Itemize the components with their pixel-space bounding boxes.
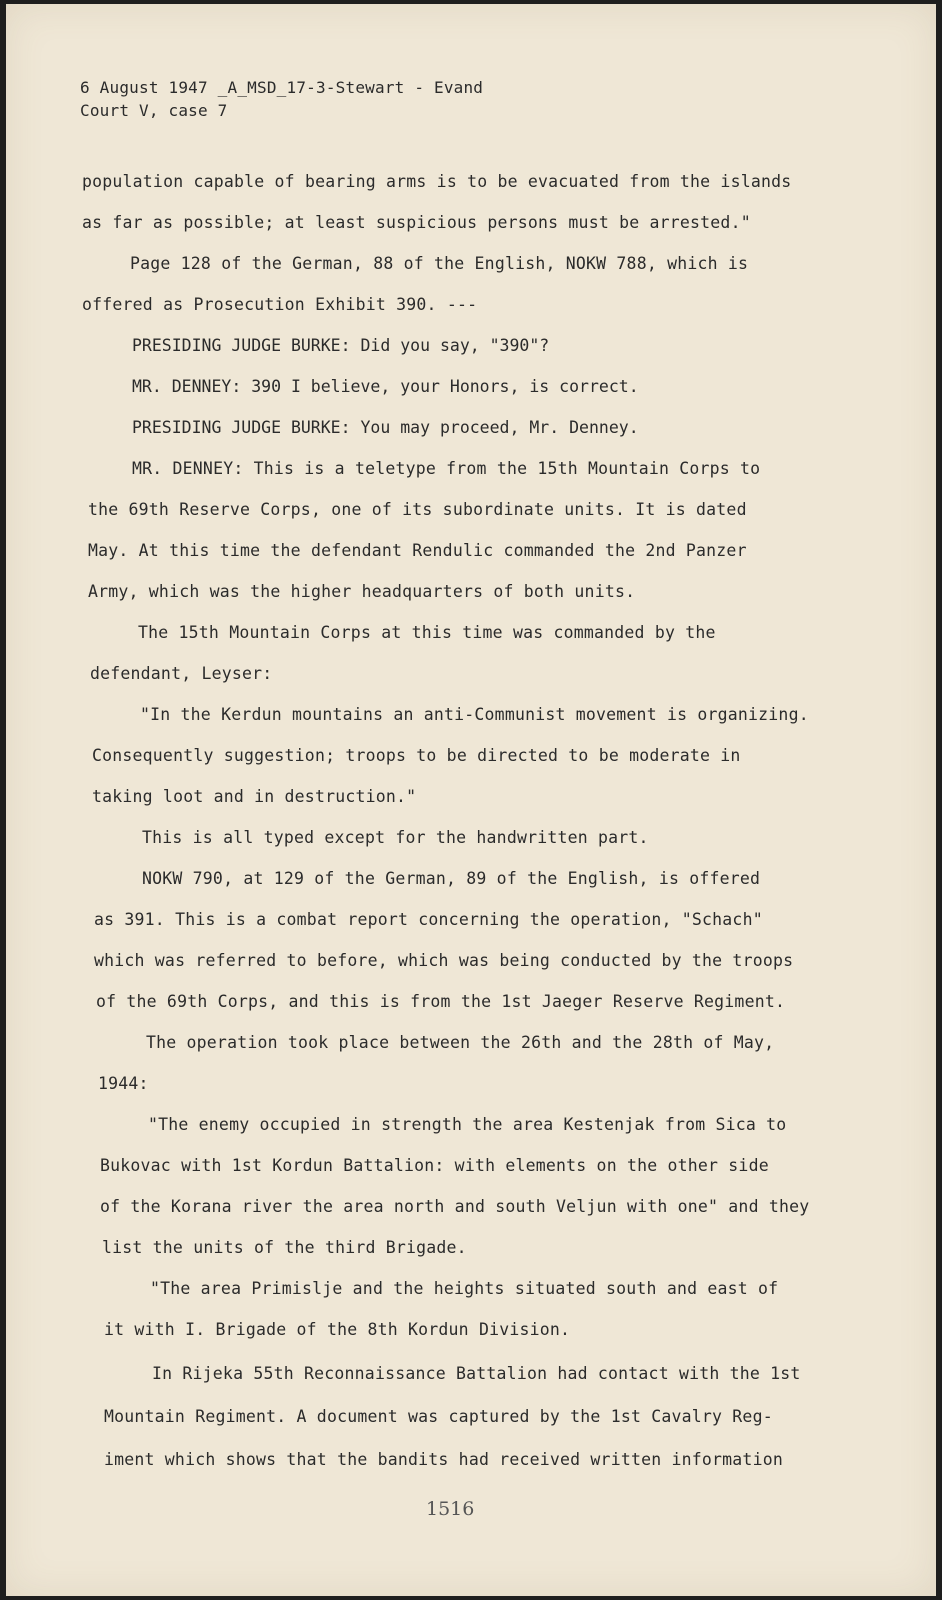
body-line: Mountain Regiment. A document was captured by the 1st Cavalry Reg- — [104, 1407, 773, 1426]
body-line: "The area Primislje and the heights situated south and east of — [150, 1279, 779, 1298]
body-line: it with I. Brigade of the 8th Kordun Division. — [104, 1320, 571, 1339]
body-line: offered as Prosecution Exhibit 390. --- — [82, 295, 478, 314]
body-line: Page 128 of the German, 88 of the English, NOKW 788, which is — [130, 254, 749, 273]
body-line: iment which shows that the bandits had received written information — [104, 1450, 783, 1469]
body-line: of the 69th Corps, and this is from the 1st Jaeger Reserve Regiment. — [96, 992, 786, 1011]
body-line: This is all typed except for the handwritten part. — [142, 828, 649, 847]
body-line: In Rijeka 55th Reconnaissance Battalion had contact with the 1st — [152, 1364, 801, 1383]
body-line: Bukovac with 1st Kordun Battalion: with elements on the other side — [100, 1156, 769, 1175]
header-date-line: 6 August 1947 _A_MSD_17-3-Stewart - Evand — [80, 78, 484, 97]
document-page — [6, 4, 936, 1596]
document-header — [80, 76, 483, 122]
body-line: which was referred to before, which was being conducted by the troops — [94, 951, 794, 970]
header-court-line: Court V, case 7 — [80, 101, 228, 120]
page-number: 1516 — [426, 1498, 475, 1520]
body-line: as 391. This is a combat report concerning the operation, "Schach" — [94, 910, 763, 929]
body-line: PRESIDING JUDGE BURKE: Did you say, "390"? — [132, 336, 550, 355]
body-line: Army, which was the higher headquarters of both units. — [88, 582, 636, 601]
body-line: NOKW 790, at 129 of the German, 89 of the English, is offered — [142, 869, 761, 888]
body-line: as far as possible; at least suspicious persons must be arrested." — [82, 213, 751, 232]
body-line: The 15th Mountain Corps at this time was commanded by the — [138, 623, 716, 642]
body-line: May. At this time the defendant Rendulic commanded the 2nd Panzer — [88, 541, 747, 560]
body-line: taking loot and in destruction." — [92, 787, 417, 806]
body-line: the 69th Reserve Corps, one of its subordinate units. It is dated — [88, 500, 747, 519]
body-line: defendant, Leyser: — [90, 664, 273, 683]
body-line: list the units of the third Brigade. — [102, 1238, 467, 1257]
body-line: MR. DENNEY: This is a teletype from the 15th Mountain Corps to — [132, 459, 761, 478]
body-line: "The enemy occupied in strength the area Kestenjak from Sica to — [148, 1115, 787, 1134]
body-line: Consequently suggestion; troops to be directed to be moderate in — [92, 746, 741, 765]
body-line: The operation took place between the 26th and the 28th of May, — [146, 1033, 775, 1052]
body-line: MR. DENNEY: 390 I believe, your Honors, is correct. — [132, 377, 639, 396]
body-line: 1944: — [98, 1074, 149, 1093]
body-line: of the Korana river the area north and south Veljun with one" and they — [100, 1197, 810, 1216]
body-line: PRESIDING JUDGE BURKE: You may proceed, Mr. Denney. — [132, 418, 639, 437]
body-line: "In the Kerdun mountains an anti-Communist movement is organizing. — [140, 705, 809, 724]
body-line: population capable of bearing arms is to be evacuated from the islands — [82, 172, 792, 191]
